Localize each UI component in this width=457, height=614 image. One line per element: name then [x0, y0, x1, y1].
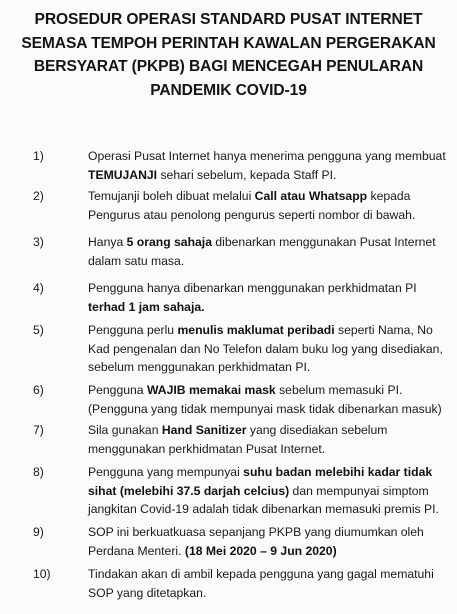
item-text-run: Perdana Menteri. [88, 543, 185, 558]
item-text-run: yang disediakan sebelum [246, 423, 388, 437]
item-text-run: Pengguna hanya dibenarkan menggunakan perkhidmatan PI [88, 281, 417, 295]
item-text-run: jangkitan Covid-19 adalah tidak dibenarkan memasuki premis PI. [88, 502, 439, 516]
item-text-bold: Call atau Whatsapp [254, 189, 368, 203]
item-text-run: SOP yang ditetapkan. [88, 585, 207, 600]
item-text [88, 381, 445, 418]
item-text-bold: WAJIB memakai mask [146, 383, 276, 397]
item-text-bold: terhad 1 jam sahaja. [88, 299, 205, 314]
item-number: 3) [33, 235, 44, 249]
item-text-run: dibenarkan menggunakan Pusat Internet [211, 235, 436, 249]
item-text-run: sehari sebelum, kepada Staff PI. [157, 167, 337, 182]
item-text-run: dalam satu masa. [88, 253, 185, 268]
item-text-bold: Hand Sanitizer [161, 423, 247, 437]
item-text [88, 233, 445, 270]
item-text-run: Pengurus atau penolong pengurus seperti nombor di bawah. [88, 207, 416, 222]
item-text [88, 147, 445, 184]
item-number: 2) [33, 189, 44, 203]
item-text-bold: TEMUJANJI [88, 167, 158, 182]
item-text [88, 187, 445, 224]
item-number: 1) [33, 149, 44, 163]
item-text-run: dan mempunyai simptom [289, 483, 429, 498]
item-text [88, 565, 445, 602]
item-text-bold: suhu badan melebihi kadar tidak [243, 465, 433, 479]
item-text-run: Pengguna [88, 383, 147, 397]
title-line-2: SEMASA TEMPOH PERINTAH KAWALAN PERGERAKAN [21, 34, 436, 52]
item-number: 7) [33, 423, 44, 437]
item-text-run: (Pengguna yang tidak mempunyai mask tidak dibenarkan masuk) [88, 401, 442, 416]
item-text-bold: sihat (melebihi 37.5 darjah celcius) [88, 483, 290, 498]
item-text-run: Pengguna perlu [88, 323, 178, 337]
item-text-run: SOP ini berkuatkuasa sepanjang PKPB yang diumumkan oleh [88, 525, 424, 539]
item-text-bold: 5 orang sahaja [126, 235, 212, 249]
item-number: 6) [33, 383, 44, 397]
document-title [0, 8, 457, 102]
item-text-bold: (18 Mei 2020 – 9 Jun 2020) [184, 543, 337, 558]
item-text-run: Pengguna yang mempunyai [88, 465, 244, 479]
item-text [88, 523, 445, 560]
item-text-run: sebelum menggunakan perkhidmatan PI. [88, 360, 311, 374]
item-text-run: kepada [367, 189, 411, 203]
item-number: 5) [33, 323, 44, 337]
item-text [88, 463, 445, 519]
item-text-run: Temujanji boleh dibuat melalui [88, 189, 255, 203]
item-number: 4) [33, 281, 44, 295]
item-text [88, 421, 445, 458]
item-text [88, 279, 445, 316]
item-text-run: Kad pengenalan dan No Telefon dalam buku log yang disediakan, [88, 341, 443, 356]
item-text-run: sebelum memasuki PI. [275, 383, 403, 397]
title-line-1: PROSEDUR OPERASI STANDARD PUSAT INTERNET [34, 11, 423, 28]
item-text-run: menggunakan perkhidmatan Pusat Internet. [88, 441, 326, 456]
item-number: 9) [33, 525, 44, 539]
title-line-3: BERSYARAT (PKPB) BAGI MENCEGAH PENULARAN [33, 58, 424, 75]
item-number: 8) [33, 465, 44, 479]
item-text-run: Sila gunakan [88, 423, 162, 437]
item-text-run: seperti Nama, No [334, 323, 433, 337]
title-line-4: PANDEMIK COVID-19 [150, 81, 307, 99]
item-number: 10) [33, 567, 51, 581]
item-text-run: Tindakan akan di ambil kepada pengguna yang gagal mematuhi [88, 567, 434, 581]
item-text-bold: menulis maklumat peribadi [177, 323, 335, 337]
item-text-run: Operasi Pusat Internet hanya menerima pengguna yang membuat [88, 149, 446, 163]
item-text [88, 321, 445, 377]
item-text-run: Hanya [88, 235, 127, 249]
